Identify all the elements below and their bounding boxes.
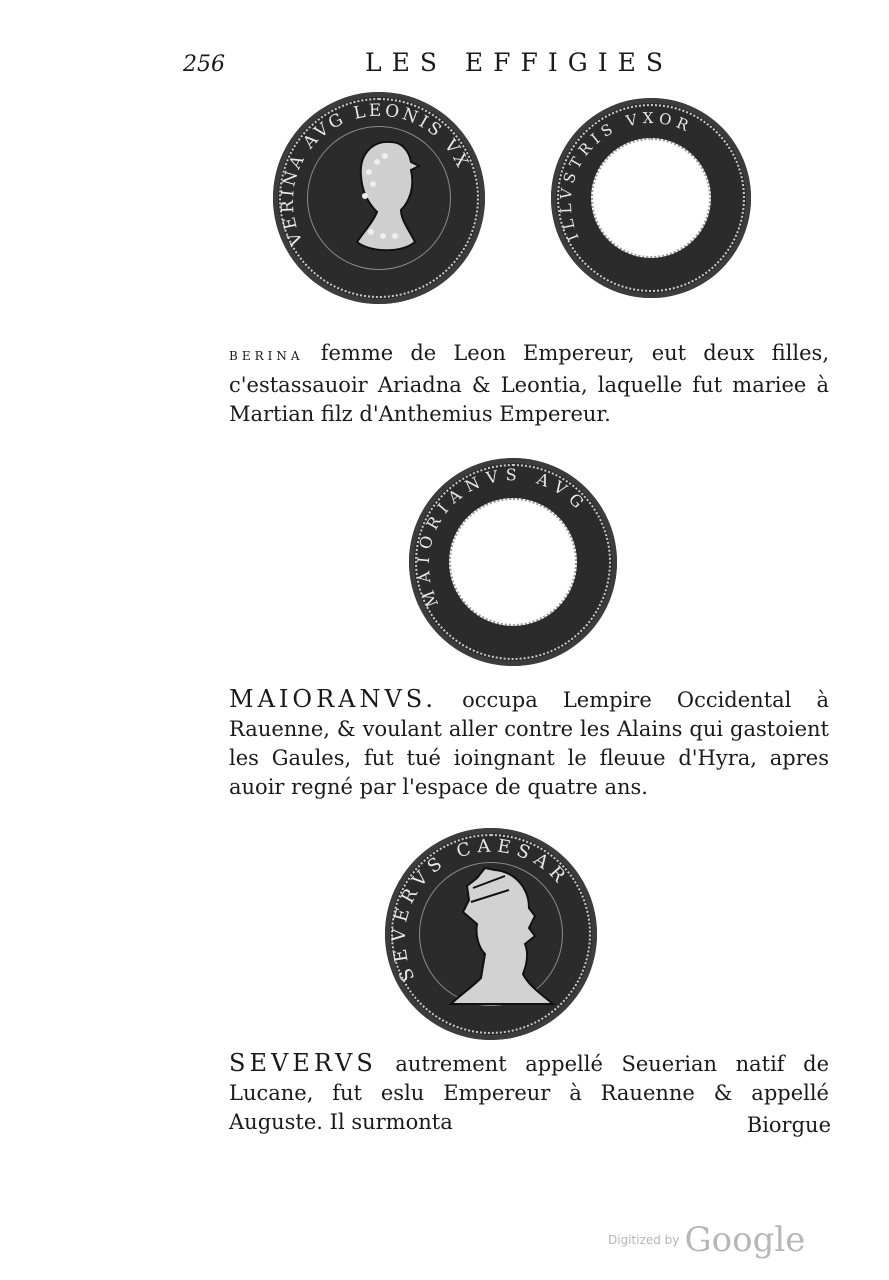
svg-text:ILLVSTRIS VXOR	[557, 109, 696, 243]
paragraph-text: femme de Leon Empereur, eut deux filles, c'estassauoir Ariadna & Leontia, laquelle fut mariee à Martian filz d'Anthemius Empereur.	[229, 341, 829, 426]
coin-verina-portrait	[273, 92, 485, 304]
watermark-prefix: Digitized by	[608, 1233, 680, 1247]
coin-severus-portrait	[385, 828, 597, 1040]
google-logo: Google	[684, 1220, 806, 1260]
paragraph-text: autrement appellé Seuerian natif de Lucane, fut eslu Empereur à Rauenne & appellé Auguste. Il surmonta	[229, 1052, 830, 1134]
coin-maiorianus	[409, 458, 617, 666]
catchword: Biorgue	[746, 1113, 831, 1137]
paragraph-severus	[229, 1049, 829, 1137]
paragraph-verina	[229, 339, 829, 429]
google-watermark	[608, 1220, 805, 1260]
coin-legend: SEVERVS CAESAR	[388, 835, 574, 985]
coin-legend: MAIORIANVS AVG	[413, 465, 593, 610]
paragraph-maioranus	[229, 685, 829, 802]
page-number: 256	[183, 52, 225, 77]
paragraph-lead: SEVERVS	[229, 1049, 377, 1077]
paragraph-lead: BERINA	[229, 349, 304, 363]
coin-legend: ILLVSTRIS VXOR	[556, 109, 696, 244]
coin-verina-reverse	[551, 98, 751, 298]
svg-text:MAIORIANVS AVG	[414, 465, 593, 610]
svg-text:SEVERVS CAESAR	[389, 835, 574, 984]
coin-legend: VERINA AVG LEONIS VX	[277, 100, 474, 249]
svg-text:VERINA AVG LEONIS VX	[278, 101, 473, 250]
paragraph-lead: MAIORANVS.	[229, 685, 438, 713]
paragraph-text: occupa Lempire Occidental à Rauenne, & voulant aller contre les Alains qui gastoient les Gaules, fut tué ioingnant le fleuue d'Hyra, apres auoir regné par l'espace de quatre ans.	[229, 688, 829, 799]
running-title: LES EFFIGIES	[365, 48, 673, 77]
